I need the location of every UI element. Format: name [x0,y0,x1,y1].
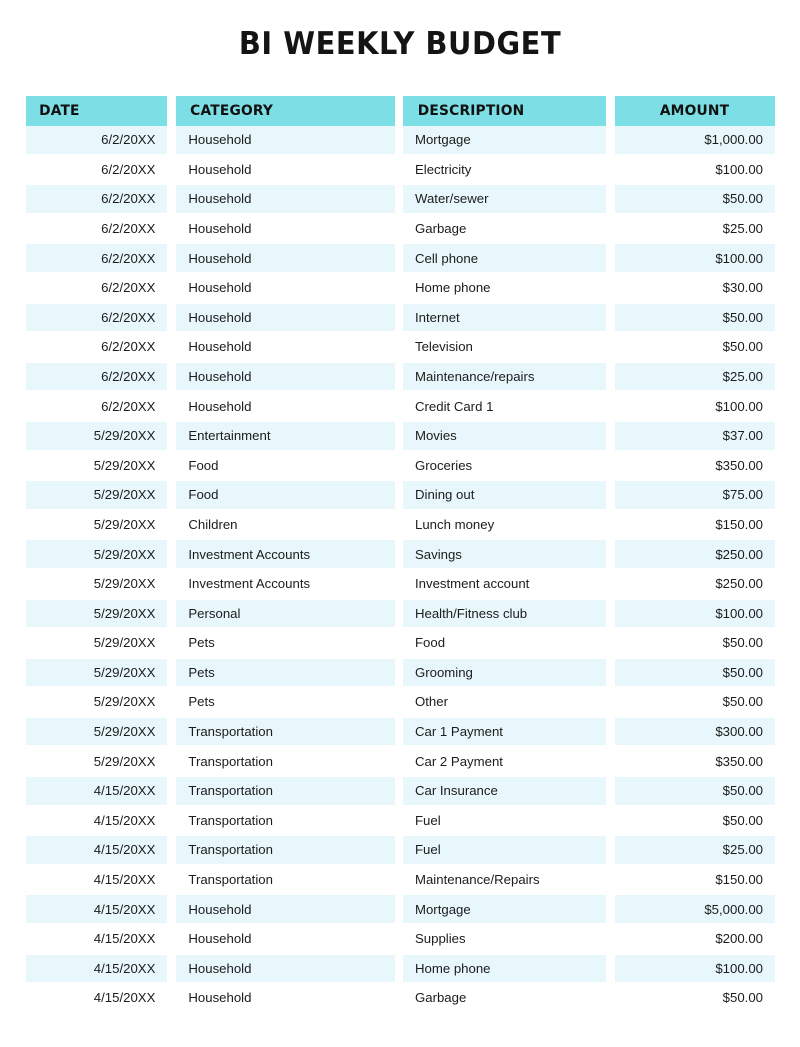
cell-description: Supplies [403,925,615,955]
cell-category: Pets [176,688,403,718]
cell-description: Health/Fitness club [403,600,615,630]
cell-category: Household [176,304,403,334]
cell-category: Household [176,156,403,186]
column-header-amount[interactable] [615,96,775,126]
cell-date: 4/15/20XX [26,807,176,837]
cell-category: Pets [176,659,403,689]
cell-amount: $350.00 [615,452,775,482]
cell-date: 6/2/20XX [26,304,176,334]
cell-description: Car 2 Payment [403,747,615,777]
cell-description: Movies [403,422,615,452]
cell-category: Entertainment [176,422,403,452]
cell-amount: $50.00 [615,777,775,807]
cell-category: Children [176,511,403,541]
table-row[interactable] [26,363,775,393]
table-row[interactable] [26,304,775,334]
table-row[interactable] [26,688,775,718]
cell-date: 4/15/20XX [26,955,176,985]
cell-description: Credit Card 1 [403,392,615,422]
cell-description: Groceries [403,452,615,482]
table-row[interactable] [26,422,775,452]
table-row[interactable] [26,747,775,777]
table-row[interactable] [26,452,775,482]
cell-amount: $1,000.00 [615,126,775,156]
cell-date: 4/15/20XX [26,895,176,925]
cell-amount: $50.00 [615,688,775,718]
column-header-category-label: CATEGORY [190,102,274,119]
cell-category: Transportation [176,836,403,866]
cell-date: 6/2/20XX [26,156,176,186]
cell-category: Household [176,363,403,393]
cell-date: 4/15/20XX [26,866,176,896]
cell-date: 5/29/20XX [26,747,176,777]
cell-amount: $25.00 [615,836,775,866]
table-row[interactable] [26,955,775,985]
cell-amount: $100.00 [615,244,775,274]
cell-category: Food [176,452,403,482]
cell-date: 6/2/20XX [26,215,176,245]
table-row[interactable] [26,866,775,896]
cell-category: Transportation [176,747,403,777]
table-row[interactable] [26,836,775,866]
column-header-amount-label: AMOUNT [660,102,730,119]
cell-description: Lunch money [403,511,615,541]
cell-amount: $50.00 [615,304,775,334]
cell-description: Food [403,629,615,659]
cell-date: 5/29/20XX [26,600,176,630]
cell-description: Mortgage [403,126,615,156]
cell-amount: $25.00 [615,363,775,393]
cell-category: Investment Accounts [176,570,403,600]
table-row[interactable] [26,333,775,363]
cell-description: Home phone [403,274,615,304]
cell-date: 4/15/20XX [26,984,176,1014]
table-body [26,126,775,1014]
page-title: BI WEEKLY BUDGET [238,26,562,62]
cell-category: Household [176,392,403,422]
table-row[interactable] [26,777,775,807]
cell-date: 6/2/20XX [26,185,176,215]
table-row[interactable] [26,895,775,925]
cell-category: Household [176,185,403,215]
cell-amount: $30.00 [615,274,775,304]
cell-amount: $50.00 [615,629,775,659]
cell-category: Transportation [176,777,403,807]
table-header [26,96,775,126]
cell-description: Other [403,688,615,718]
table-row[interactable] [26,718,775,748]
cell-date: 5/29/20XX [26,688,176,718]
table-row[interactable] [26,481,775,511]
cell-date: 6/2/20XX [26,363,176,393]
cell-description: Mortgage [403,895,615,925]
cell-category: Food [176,481,403,511]
budget-table [26,96,775,1014]
cell-date: 5/29/20XX [26,540,176,570]
cell-category: Transportation [176,866,403,896]
cell-date: 6/2/20XX [26,244,176,274]
cell-category: Household [176,215,403,245]
cell-amount: $37.00 [615,422,775,452]
table-row[interactable] [26,185,775,215]
table-row[interactable] [26,274,775,304]
table-row[interactable] [26,215,775,245]
column-header-description[interactable] [403,96,615,126]
table-row[interactable] [26,984,775,1014]
cell-date: 6/2/20XX [26,274,176,304]
cell-date: 5/29/20XX [26,422,176,452]
cell-amount: $150.00 [615,866,775,896]
cell-category: Household [176,984,403,1014]
cell-category: Household [176,244,403,274]
cell-date: 6/2/20XX [26,126,176,156]
cell-date: 5/29/20XX [26,629,176,659]
cell-category: Transportation [176,718,403,748]
table-row[interactable] [26,807,775,837]
cell-date: 5/29/20XX [26,481,176,511]
table-row[interactable] [26,629,775,659]
cell-category: Household [176,925,403,955]
table-row[interactable] [26,925,775,955]
cell-description: Electricity [403,156,615,186]
cell-description: Investment account [403,570,615,600]
cell-date: 5/29/20XX [26,511,176,541]
cell-amount: $250.00 [615,540,775,570]
cell-amount: $50.00 [615,807,775,837]
cell-date: 4/15/20XX [26,777,176,807]
cell-amount: $25.00 [615,215,775,245]
cell-category: Household [176,274,403,304]
column-header-date-label: DATE [39,102,80,119]
cell-description: Dining out [403,481,615,511]
cell-amount: $50.00 [615,659,775,689]
cell-amount: $200.00 [615,925,775,955]
cell-date: 5/29/20XX [26,570,176,600]
table-row[interactable] [26,540,775,570]
table-row[interactable] [26,600,775,630]
cell-category: Household [176,126,403,156]
cell-category: Transportation [176,807,403,837]
cell-date: 5/29/20XX [26,659,176,689]
cell-category: Household [176,955,403,985]
cell-amount: $5,000.00 [615,895,775,925]
table-row[interactable] [26,126,775,156]
column-header-date[interactable] [26,96,176,126]
cell-amount: $150.00 [615,511,775,541]
cell-description: Car 1 Payment [403,718,615,748]
cell-description: Savings [403,540,615,570]
cell-category: Household [176,333,403,363]
cell-category: Household [176,895,403,925]
cell-amount: $100.00 [615,392,775,422]
cell-amount: $75.00 [615,481,775,511]
cell-description: Internet [403,304,615,334]
cell-description: Garbage [403,215,615,245]
cell-amount: $100.00 [615,955,775,985]
cell-date: 5/29/20XX [26,452,176,482]
cell-description: Maintenance/Repairs [403,866,615,896]
cell-description: Water/sewer [403,185,615,215]
column-header-description-label: DESCRIPTION [417,102,525,119]
cell-description: Television [403,333,615,363]
cell-amount: $50.00 [615,333,775,363]
cell-date: 5/29/20XX [26,718,176,748]
cell-amount: $250.00 [615,570,775,600]
cell-amount: $350.00 [615,747,775,777]
table-row[interactable] [26,570,775,600]
cell-date: 4/15/20XX [26,925,176,955]
cell-date: 6/2/20XX [26,392,176,422]
cell-description: Maintenance/repairs [403,363,615,393]
cell-amount: $100.00 [615,156,775,186]
cell-amount: $50.00 [615,185,775,215]
cell-category: Personal [176,600,403,630]
cell-description: Car Insurance [403,777,615,807]
table-row[interactable] [26,511,775,541]
cell-description: Cell phone [403,244,615,274]
cell-amount: $100.00 [615,600,775,630]
cell-date: 4/15/20XX [26,836,176,866]
cell-description: Fuel [403,807,615,837]
cell-description: Fuel [403,836,615,866]
table-row[interactable] [26,244,775,274]
table-row[interactable] [26,659,775,689]
table-header-row [26,96,775,126]
cell-amount: $50.00 [615,984,775,1014]
cell-description: Garbage [403,984,615,1014]
table-row[interactable] [26,156,775,186]
column-header-category[interactable] [176,96,403,126]
cell-category: Investment Accounts [176,540,403,570]
cell-description: Grooming [403,659,615,689]
table-row[interactable] [26,392,775,422]
cell-amount: $300.00 [615,718,775,748]
cell-description: Home phone [403,955,615,985]
cell-date: 6/2/20XX [26,333,176,363]
cell-category: Pets [176,629,403,659]
